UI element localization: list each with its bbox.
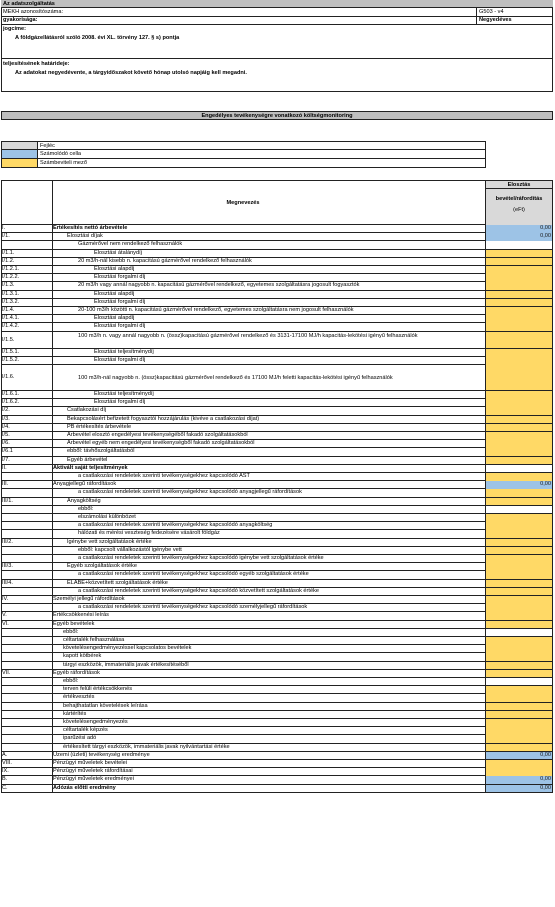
row-description: a csatlakozási rendeletek szerinti tevékenységekhez kapcsolódó anyagjellegű ráfordítások	[78, 489, 302, 496]
legend-item-calculated	[1, 150, 486, 159]
row-description: kártérítés	[63, 710, 87, 717]
row-description: a csatlakozási rendeletek szerinti tevékenységekhez kapcsolódó anyagköltség	[78, 522, 273, 529]
row-description: tárgyi eszközök, immateriális javak értékesítéséből	[63, 661, 189, 668]
row-description: PB értékesítés árbevétele	[67, 423, 132, 430]
mekh-id-value: G503 - v4	[479, 9, 504, 15]
frequency-value: Negyedéves	[479, 17, 512, 23]
row-description: Pénzügyi műveletek bevételei	[53, 760, 128, 766]
table-row	[1, 530, 553, 538]
value-input-cell[interactable]	[485, 604, 553, 612]
value-input-cell[interactable]	[485, 703, 553, 711]
row-code: I/1.5.1.	[2, 349, 20, 355]
table-row	[1, 719, 553, 727]
row-description: Értékcsökkenési leírás	[53, 612, 109, 619]
table-row	[1, 241, 553, 249]
table-header-row	[1, 180, 553, 225]
row-description: a csatlakozási rendeletek szerinti tevékenységekhez kapcsolódó AST	[78, 473, 250, 479]
value-input-cell[interactable]	[485, 440, 553, 448]
value-input-cell[interactable]	[485, 365, 553, 390]
row-description: Értékesítés nettó árbevétele	[53, 225, 128, 231]
value-input-cell[interactable]	[485, 258, 553, 266]
row-description: 100 m3/h-nál nagyobb n. (össz)kapacitású gázmérővel rendelkező és 17100 MJ/h feletti kapacitás-lekötési igényű felhasználók	[78, 375, 393, 382]
row-code: II.	[2, 464, 7, 471]
row-code	[1, 489, 52, 496]
row-description: Aktivált saját teljesítmények	[53, 464, 128, 471]
value-input-cell[interactable]	[485, 448, 553, 456]
row-description: Elosztási alapdíj	[94, 266, 135, 272]
row-code: I/3.	[2, 415, 10, 422]
row-description: Gázmérővel nem rendelkező felhasználók	[78, 241, 183, 248]
row-description: 100 m3/h n. vagy annál nagyobb n. (össz)kapacitású gázmérővel rendelkező és 3131-17100 MJ/h kapacitás-lekötési igényű felhasználók	[78, 333, 418, 340]
table-row	[1, 349, 553, 357]
row-description: Árbevétel egyéb nem engedélyesi tevékenységből fakadó szolgáltatásokból	[67, 440, 255, 447]
deadline-value: Az adatokat negyedévente, a tárgyidőszakot követő hónap utolsó napjáig kell megadni.	[15, 70, 247, 76]
row-code: I/1.1.	[2, 249, 15, 256]
row-code: IV.	[2, 596, 9, 602]
row-description: Pénzügyi műveletek ráfordításai	[53, 768, 133, 775]
value-input-cell[interactable]	[485, 637, 553, 645]
table-row	[1, 670, 553, 678]
empty-value-cell	[485, 241, 553, 249]
table-row	[1, 686, 553, 694]
divider	[476, 8, 477, 24]
legend-label: Számbeviteli mező	[40, 160, 87, 166]
table-row	[1, 727, 553, 735]
value-input-cell[interactable]	[485, 670, 553, 678]
column-header-title: Elosztás	[485, 181, 553, 189]
row-code: V.	[2, 612, 7, 619]
value-input-cell[interactable]	[485, 407, 553, 415]
legend-item-input	[1, 159, 486, 168]
row-description: elszámolási különbözet	[78, 514, 136, 520]
table-row	[1, 233, 553, 241]
table-row	[1, 266, 553, 274]
empty-value-cell	[485, 506, 553, 514]
table-row	[1, 323, 553, 331]
table-row	[1, 432, 553, 440]
row-code: I/1.5.	[2, 336, 15, 343]
row-description: Elosztási forgalmi díj	[94, 274, 146, 281]
table-row	[1, 637, 553, 645]
row-code: B.	[2, 776, 8, 783]
row-description: Adózás előtti eredmény	[53, 784, 116, 791]
value-input-cell[interactable]	[485, 291, 553, 299]
table-row	[1, 522, 553, 530]
row-code	[1, 711, 52, 718]
row-description: a csatlakozási rendeletek szerinti tevékenységekhez kapcsolódó igénybe vett szolgáltatások értéke	[78, 555, 324, 561]
value-input-cell[interactable]	[485, 323, 553, 331]
value-input-cell[interactable]	[485, 299, 553, 307]
table-row	[1, 250, 553, 258]
value-input-cell[interactable]	[485, 332, 553, 349]
value-input-cell[interactable]	[485, 588, 553, 596]
row-code	[1, 571, 52, 578]
row-description: céltartalék felhasználása	[63, 637, 125, 643]
report-title: Az adatszolgáltatás	[1, 0, 553, 8]
value-input-cell[interactable]	[485, 282, 553, 290]
value-input-cell[interactable]	[485, 662, 553, 670]
row-description: követelésengedményezés	[63, 719, 128, 725]
value-input-cell[interactable]	[485, 399, 553, 407]
value-input-cell[interactable]	[485, 555, 553, 563]
row-description: Anyagköltség	[67, 497, 101, 504]
value-input-cell[interactable]	[485, 416, 553, 424]
row-description: Csatlakozási díj	[67, 407, 107, 414]
row-code: I/2.	[2, 407, 10, 414]
legend-swatch	[2, 150, 38, 158]
row-description: ebből:	[63, 628, 79, 635]
row-description: Üzemi (üzleti) tevékenység eredménye	[53, 751, 150, 758]
value-input-cell[interactable]	[485, 694, 553, 702]
value-input-cell[interactable]	[485, 686, 553, 694]
table-row	[1, 424, 553, 432]
row-code	[1, 637, 52, 644]
value-input-cell[interactable]	[485, 580, 553, 588]
value-input-cell[interactable]	[485, 250, 553, 258]
table-border-right	[552, 180, 553, 793]
table-row	[1, 744, 553, 752]
row-code: I/1.3.	[2, 282, 15, 289]
row-code: VIII.	[2, 760, 12, 766]
value-input-cell[interactable]	[485, 653, 553, 661]
column-header-subtitle: bevétel/ráfordítás	[495, 196, 543, 202]
row-description: ebből:	[78, 505, 94, 512]
row-code	[1, 735, 52, 742]
row-code: I/1.4.1.	[2, 315, 20, 322]
empty-value-cell	[485, 465, 553, 473]
table-row	[1, 612, 553, 620]
table-row	[1, 711, 553, 719]
table-row	[1, 473, 553, 481]
row-code	[1, 653, 52, 660]
value-input-cell[interactable]	[485, 522, 553, 530]
value-input-cell[interactable]	[485, 768, 553, 776]
value-input-cell[interactable]	[485, 424, 553, 432]
legal-basis-value: A földgázellátásról szóló 2008. évi XL. törvény 127. § s) pontja	[15, 35, 180, 41]
table-border-value	[485, 180, 486, 793]
column-header-name: Megnevezés	[226, 200, 260, 206]
table-row	[1, 282, 553, 290]
table-row	[1, 465, 553, 473]
deadline-label: teljesítésének határideje:	[3, 61, 70, 67]
value-input-cell[interactable]	[485, 315, 553, 323]
column-header-unit: (eFt)	[513, 207, 525, 213]
row-description: Elosztási forgalmi díj	[94, 357, 146, 364]
row-code	[1, 703, 52, 710]
table-row	[1, 332, 553, 349]
table-row	[1, 481, 553, 489]
row-description: 20 m3/h-nál kisebb n. kapacitású gázmérővel rendelkező felhasználók	[78, 257, 252, 264]
table-row	[1, 563, 553, 571]
table-row	[1, 407, 553, 415]
value-input-cell[interactable]	[485, 489, 553, 497]
row-code	[1, 530, 52, 537]
row-code: I/1.5.2.	[2, 357, 20, 364]
legend-label: Fejléc	[40, 143, 55, 149]
table-row	[1, 678, 553, 686]
value-input-cell[interactable]	[485, 735, 553, 743]
value-input-cell[interactable]	[485, 744, 553, 752]
value-input-cell[interactable]	[485, 612, 553, 620]
row-description: Igénybe vett szolgáltatások értéke	[67, 538, 152, 545]
frequency-label: gyakorisága:	[3, 17, 38, 23]
row-code: I/5.	[2, 432, 10, 438]
table-row	[1, 291, 553, 299]
row-code	[1, 473, 52, 480]
legend-item-header	[1, 141, 486, 150]
table-row	[1, 506, 553, 514]
row-description: ebből: kapcsolt vállalkozástól igénybe vett	[78, 546, 182, 553]
row-code: VI.	[2, 620, 9, 627]
table-row	[1, 547, 553, 555]
row-code: IX.	[2, 768, 9, 775]
calculated-value-cell: 0,00	[485, 225, 553, 233]
value-input-cell[interactable]	[485, 457, 553, 465]
row-code	[1, 604, 52, 611]
value-input-cell[interactable]	[485, 571, 553, 579]
row-code	[1, 744, 52, 751]
legend-swatch	[2, 159, 38, 167]
table-row	[1, 258, 553, 266]
table-row	[1, 776, 553, 784]
table-row	[1, 274, 553, 282]
row-description: értékesített tárgyi eszközök, immateriális javak nyilvántartási értéke	[63, 743, 230, 750]
table-row	[1, 555, 553, 563]
row-description: Pénzügyi műveletek eredményei	[53, 776, 134, 783]
row-code: I/1.2.1.	[2, 266, 20, 272]
row-code: III/4.	[2, 579, 13, 586]
row-code	[1, 241, 52, 248]
row-description: ELÁBÉ+közvetített szolgáltatások értéke	[67, 579, 168, 586]
value-input-cell[interactable]	[485, 719, 553, 727]
value-input-cell[interactable]	[485, 760, 553, 768]
value-input-cell[interactable]	[485, 711, 553, 719]
row-code	[1, 547, 52, 554]
table-row	[1, 225, 553, 233]
table-row	[1, 621, 553, 629]
row-description: Elosztási forgalmi díj	[94, 323, 146, 330]
divider	[1, 58, 553, 59]
row-description: a csatlakozási rendeletek szerinti tevékenységekhez kapcsolódó közvetített szolgáltatások értéke	[78, 587, 319, 594]
row-code	[1, 694, 52, 701]
row-description: Egyéb szolgáltatások értéke	[67, 563, 137, 570]
row-code	[1, 686, 52, 693]
row-code: I/6.1	[2, 448, 13, 455]
row-description: Elosztási teljesítménydíj	[94, 391, 154, 397]
row-code: III/2.	[2, 538, 13, 545]
table-row	[1, 580, 553, 588]
table-row	[1, 391, 553, 399]
table-row	[1, 760, 553, 768]
row-code: A.	[2, 751, 8, 758]
row-code	[1, 506, 52, 513]
row-description: értékvesztés	[63, 694, 95, 701]
value-input-cell[interactable]	[485, 645, 553, 653]
report-info-block	[1, 0, 553, 92]
value-input-cell[interactable]	[485, 596, 553, 604]
table-row	[1, 629, 553, 637]
calculated-value-cell: 0,00	[485, 776, 553, 784]
table-row	[1, 514, 553, 522]
calculated-value-cell: 0,00	[485, 785, 553, 793]
row-code: I/1.2.2.	[2, 274, 20, 281]
table-row	[1, 768, 553, 776]
row-description: hálózati és mérési veszteség fedezésére vásárolt földgáz	[78, 530, 220, 537]
table-row	[1, 596, 553, 604]
value-input-cell[interactable]	[485, 530, 553, 538]
row-description: ebből: távhőszolgáltatásból	[67, 448, 135, 455]
row-code	[1, 678, 52, 685]
value-input-cell[interactable]	[485, 473, 553, 481]
table-row	[1, 588, 553, 596]
row-code: I/1.6.1.	[2, 391, 20, 397]
calculated-value-cell: 0,00	[485, 481, 553, 489]
row-code: I/1.6.2.	[2, 399, 20, 406]
row-description: Elosztási forgalmi díj	[94, 399, 146, 406]
value-input-cell[interactable]	[485, 563, 553, 571]
legend-swatch	[2, 142, 38, 149]
row-code: C.	[2, 784, 8, 791]
row-code: I/1.4.	[2, 307, 15, 313]
table-row	[1, 299, 553, 307]
table-row	[1, 315, 553, 323]
row-code: I/1.2.	[2, 257, 15, 264]
table-row	[1, 365, 553, 391]
mekh-id-label: MEKH azonosítószáma:	[3, 9, 64, 15]
row-description: Személyi jellegű ráfordítások	[53, 596, 125, 602]
value-input-cell[interactable]	[485, 539, 553, 547]
calculated-value-cell: 0,00	[485, 752, 553, 760]
value-input-cell[interactable]	[485, 498, 553, 506]
row-code	[1, 588, 52, 595]
row-description: 20-100 m3/h közötti n. kapacitású gázmérővel rendelkező, egyetemes szolgáltatásra nem jogosult felhasználók	[78, 307, 354, 313]
row-code	[1, 555, 52, 562]
row-code: VII.	[2, 669, 11, 676]
legal-basis-label: jogcíme:	[3, 26, 27, 32]
row-code: I/4.	[2, 423, 10, 430]
row-code	[1, 719, 52, 726]
row-code: I/7.	[2, 456, 10, 463]
table-row	[1, 752, 553, 760]
table-row	[1, 653, 553, 661]
row-code	[1, 662, 52, 669]
row-code	[1, 727, 52, 734]
row-description: Elosztási alapdíj	[94, 290, 135, 297]
value-input-cell[interactable]	[485, 727, 553, 735]
row-code: I.	[2, 225, 6, 231]
table-row	[1, 357, 553, 365]
table-border-code	[52, 180, 53, 793]
row-description: Elosztási átalánydíj	[94, 249, 142, 256]
value-input-cell[interactable]	[485, 432, 553, 440]
row-description: Elosztási díjak	[67, 233, 103, 240]
row-description: Egyéb árbevétel	[67, 456, 108, 463]
table-row	[1, 448, 553, 456]
table-row	[1, 539, 553, 547]
table-row	[1, 785, 553, 793]
row-code: I/1.	[2, 233, 10, 240]
table-row	[1, 307, 553, 315]
row-description: Elosztási alapdíj	[94, 315, 135, 322]
value-input-cell[interactable]	[485, 391, 553, 399]
value-input-cell[interactable]	[485, 266, 553, 274]
row-description: Bekapcsolásért befizetett fogyasztói hozzájárulás (kivéve a csatlakozási díjat)	[67, 415, 260, 422]
row-description: céltartalék képzés	[63, 727, 108, 734]
row-description: ebből:	[63, 678, 79, 684]
row-code: III/3.	[2, 563, 13, 570]
row-code: III.	[2, 481, 9, 488]
row-description: Elosztási teljesítménydíj	[94, 349, 154, 355]
column-header-distribution	[485, 181, 553, 226]
value-input-cell[interactable]	[485, 307, 553, 315]
row-description: Árbevétel elosztó engedélyesi tevékenységéből fakadó szolgáltatásokból	[67, 432, 248, 438]
calculated-value-cell: 0,00	[485, 233, 553, 241]
row-code	[1, 514, 52, 521]
table-row	[1, 571, 553, 579]
table-row	[1, 735, 553, 743]
row-description: Egyéb bevételek	[53, 620, 95, 627]
table-row	[1, 498, 553, 506]
value-input-cell[interactable]	[485, 274, 553, 282]
row-description: a csatlakozási rendeletek szerinti tevékenységekhez kapcsolódó személyjellegű ráfordítások	[78, 604, 308, 611]
table-row	[1, 399, 553, 407]
row-description: kapott kötbérek	[63, 653, 102, 660]
row-description: terven felüli értékcsökkenés	[63, 686, 133, 693]
empty-value-cell	[485, 629, 553, 637]
row-description: követelésengedményezéssel kapcsolatos bevételek	[63, 645, 192, 652]
table-row	[1, 694, 553, 702]
empty-value-cell	[485, 678, 553, 686]
row-description: behajthatatlan követelések leírása	[63, 702, 148, 709]
row-code	[1, 629, 52, 636]
section-header: Engedélyes tevékenységre vonatkozó költségmonitoring	[1, 111, 553, 120]
row-description: 20 m3/h vagy annál nagyobb n. kapacitású gázmérővel rendelkező, egyetemes szolgáltatásra jogosult fogyasztók	[78, 282, 360, 289]
value-input-cell[interactable]	[485, 349, 553, 357]
legend-label: Számolódó cella	[40, 151, 82, 157]
row-description: Anyagjellegű ráfordítások	[53, 481, 117, 488]
table-row	[1, 489, 553, 497]
table-row	[1, 703, 553, 711]
row-code: I/1.3.2.	[2, 298, 20, 305]
row-description: Egyéb ráfordítások	[53, 669, 100, 676]
table-border-left	[1, 180, 2, 793]
row-description: Elosztási forgalmi díj	[94, 298, 146, 305]
table-row	[1, 416, 553, 424]
row-code: I/1.3.1.	[2, 290, 20, 297]
table-row	[1, 662, 553, 670]
table-row	[1, 645, 553, 653]
row-code: I/1.4.2.	[2, 323, 20, 330]
value-input-cell[interactable]	[485, 357, 553, 365]
table-row	[1, 457, 553, 465]
table-row	[1, 604, 553, 612]
value-input-cell[interactable]	[485, 514, 553, 522]
row-code	[1, 522, 52, 529]
row-code: III/1.	[2, 497, 13, 504]
row-code: I/1.6.	[2, 374, 15, 381]
value-input-cell[interactable]	[485, 547, 553, 555]
value-input-cell[interactable]	[485, 621, 553, 629]
table-row	[1, 440, 553, 448]
row-description: a csatlakozási rendeletek szerinti tevékenységekhez kapcsolódó egyéb szolgáltatások értéke	[78, 571, 309, 578]
row-code	[1, 645, 52, 652]
row-description: iparűzési adó	[63, 735, 97, 742]
row-code: I/6.	[2, 440, 10, 447]
